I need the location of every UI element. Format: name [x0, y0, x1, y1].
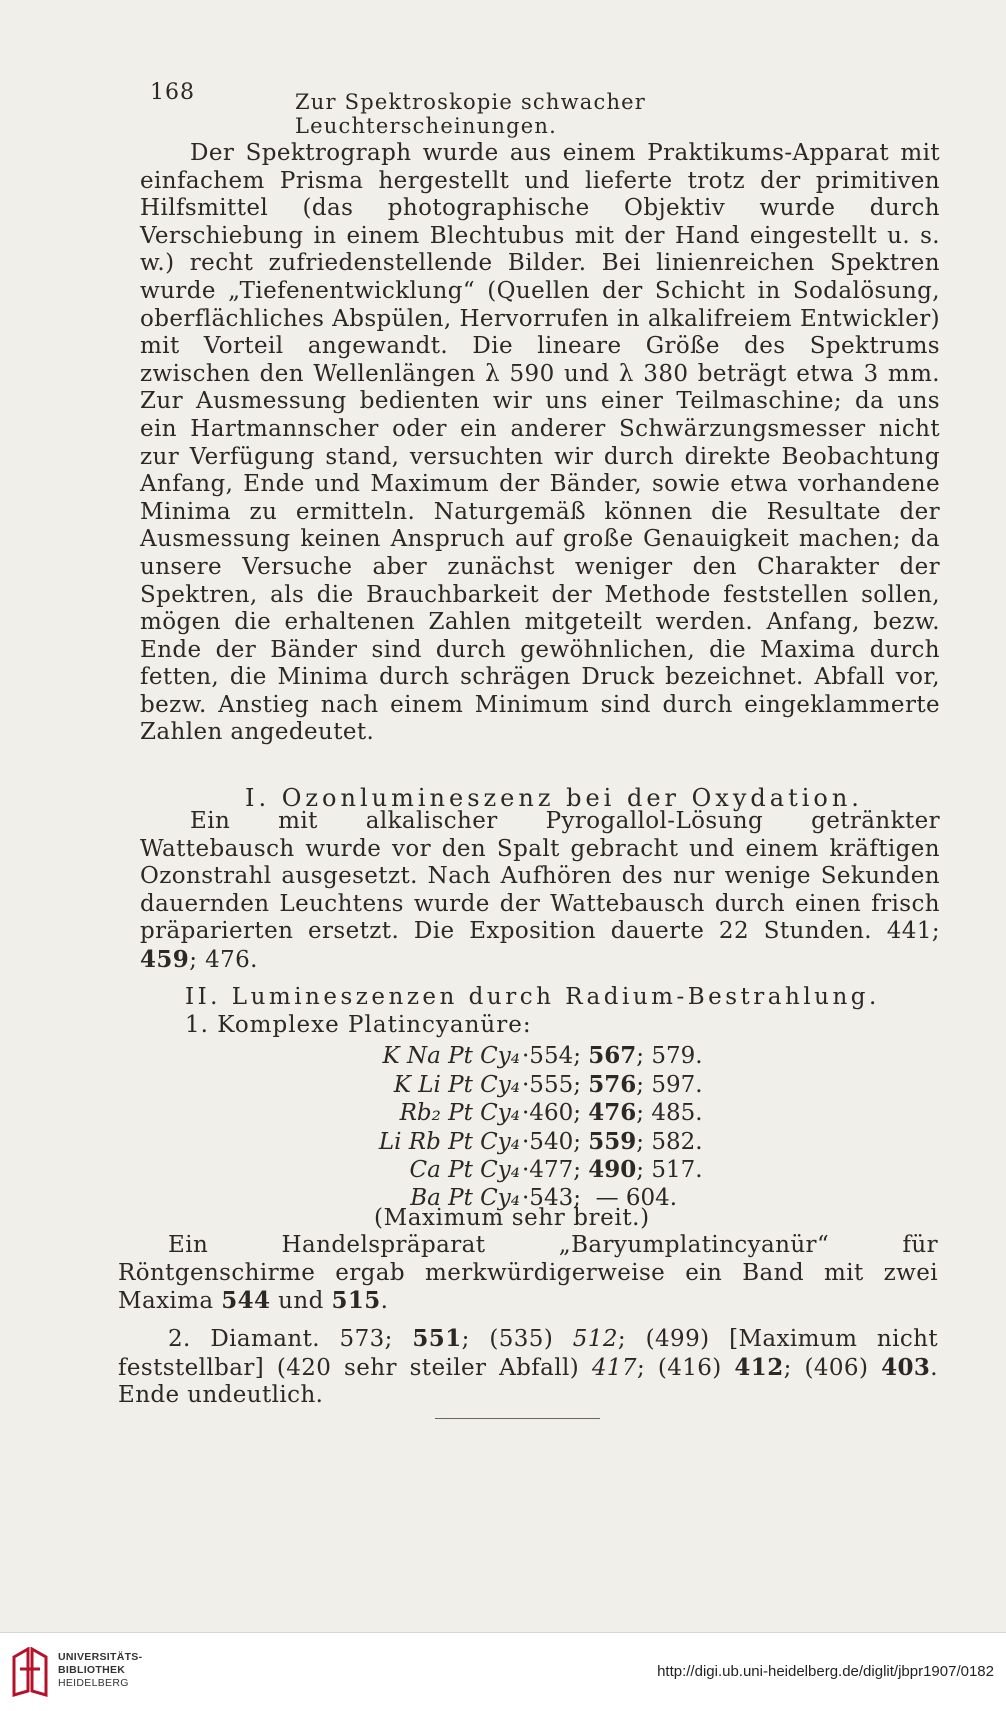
maximum-value: 412	[734, 1353, 784, 1381]
paragraph-text: ; (535)	[461, 1326, 573, 1352]
formula: Li Rb Pt Cy₄	[378, 1128, 520, 1155]
end-value: ; 517.	[636, 1157, 703, 1183]
maximum-value: 515	[331, 1287, 381, 1315]
end-rule	[435, 1418, 600, 1419]
paragraph-text: 2. Diamant. 573;	[168, 1326, 413, 1352]
end-value: ; 597.	[636, 1071, 703, 1098]
library-name: UNIVERSITÄTS- BIBLIOTHEK HEIDELBERG	[58, 1651, 143, 1689]
body-paragraph-1	[140, 140, 940, 747]
paragraph-text: Ein Handelspräparat „Baryumplatincyanür“ für Röntgenschirme ergab merkwürdigerweise ein Band mit zwei Maxima	[118, 1232, 938, 1315]
table-row	[330, 1071, 703, 1100]
maximum-value: 567	[588, 1042, 637, 1069]
running-title: Zur Spektroskopie schwacher Leuchterscheinungen.	[295, 90, 647, 138]
maximum-value: 551	[412, 1325, 462, 1352]
maximum-note: (Maximum sehr breit.)	[374, 1205, 650, 1231]
table-row	[330, 1156, 703, 1185]
maximum-value: 490	[588, 1156, 637, 1183]
end-value: ; 579.	[636, 1043, 703, 1069]
maximum-value: 559	[588, 1127, 637, 1155]
formula: Ca Pt Cy₄	[409, 1157, 520, 1183]
maximum-value: 544	[221, 1287, 271, 1315]
table-row	[330, 1042, 703, 1071]
start-value: ·540;	[522, 1128, 581, 1155]
paragraph-spektrograph: Der Spektrograph wurde aus einem Praktikums-Apparat mit einfachem Prisma hergestellt und lieferte trotz der primitiven Hilfsmittel (das photographische Objektiv wurde durch Verschiebung in einem Blechtubus mit der Hand eingestellt u. s. w.) recht zufriedenstellende Bilder. Bei linienreichen Spektren wurde „Tiefenentwicklung“ (Quellen der Schicht in Sodalösung, oberflächliches Abspülen, Hervorrufen in alkalifreiem Entwickler) mit Vorteil angewandt. Die lineare Größe des Spektrums zwischen den Wellenlängen λ 590 und λ 380 beträgt etwa 3 mm. Zur Ausmessung bedienten wir uns einer Teilmaschine; da uns ein Hartmannscher oder ein anderer Schwärzungsmesser nicht zur Verfügung stand, versuchten wir durch direkte Beobachtung Anfang, Ende und Maximum der Bänder, sowie etwa vorhandene Minima zu ermitteln. Naturgemäß können die Resultate der Ausmessung keinen Anspruch auf große Genauigkeit machen; da unsere Versuche aber zunächst weniger den Charakter der Spektren, als die Brauchbarkeit der Methode feststellen sollen, mögen die erhaltenen Zahlen mitgeteilt werden. Anfang, bezw. Ende der Bänder sind durch gewöhnlichen, die Maxima durch fetten, die Minima durch schrägen Druck bezeichnet. Abfall vor, bezw. Anstieg nach einem Minimum sind durch eingeklammerte Zahlen angedeutet.	[140, 140, 940, 746]
maximum-value: 403	[881, 1353, 931, 1381]
maximum-value: 576	[588, 1070, 637, 1098]
diamant-paragraph	[118, 1325, 938, 1410]
section-1-value-end: ; 476.	[189, 946, 258, 973]
paragraph-text: .	[380, 1288, 389, 1315]
minimum-value: 512	[572, 1326, 618, 1352]
maximum-value: 476	[588, 1099, 637, 1126]
handelspraeparat-paragraph	[118, 1232, 938, 1316]
section-1-text	[140, 808, 940, 975]
end-value: 604.	[618, 1184, 678, 1211]
section-1-paragraph: Ein mit alkalischer Pyrogallol-Lösung getränkter Wattebausch wurde vor den Spalt gebracht und einem kräftigen Ozonstrahl ausgesetzt. Nach Aufhören des nur wenige Sekunden dauernden Leuchtens wurde der Wattebausch durch einen frisch präparierten ersetzt. Die Exposition dauerte 22 Stunden.	[140, 808, 940, 945]
paragraph-text: ; (499) [Maximum nicht feststellbar] (420 sehr steiler Abfall)	[118, 1326, 938, 1381]
paragraph-text: und	[270, 1288, 332, 1315]
permalink-url[interactable]: http://digi.ub.uni-heidelberg.de/diglit/jbpr1907/0182	[657, 1663, 994, 1680]
section-1-heading: I. Ozonlumineszenz bei der Oxydation.	[245, 784, 863, 812]
end-value: ; 582.	[636, 1128, 703, 1155]
page-number: 168	[150, 80, 195, 105]
start-value: ·555;	[522, 1071, 581, 1098]
viewer-footer	[0, 1632, 1006, 1711]
start-value: ·477;	[522, 1157, 581, 1183]
formula: Rb₂ Pt Cy₄	[399, 1100, 520, 1126]
table-row	[330, 1099, 703, 1128]
maximum-value: —	[595, 1184, 619, 1211]
table-row	[330, 1128, 703, 1157]
section-1-maximum: 459	[140, 945, 190, 973]
platincyanuere-table	[330, 1042, 703, 1212]
minimum-value: 417	[591, 1354, 637, 1381]
section-2-heading: II. Lumineszenzen durch Radium-Bestrahlung.	[185, 984, 880, 1010]
section-1-value: 441;	[886, 918, 940, 945]
paragraph-text: . Ende undeutlich.	[118, 1354, 938, 1409]
paragraph-text: ; (416)	[636, 1354, 735, 1381]
subsection-komplexe: 1. Komplexe Platincyanüre:	[185, 1012, 532, 1038]
formula: K Na Pt Cy₄	[382, 1043, 520, 1069]
formula: K Li Pt Cy₄	[393, 1071, 520, 1098]
formula: Ba Pt Cy₄	[410, 1184, 520, 1211]
end-value: ; 485.	[636, 1100, 703, 1126]
library-logo-icon	[10, 1647, 50, 1697]
start-value: ·554;	[522, 1043, 581, 1069]
start-value: ·460;	[522, 1100, 581, 1126]
start-value: ·543;	[522, 1184, 581, 1211]
paragraph-text: ; (406)	[783, 1354, 882, 1381]
